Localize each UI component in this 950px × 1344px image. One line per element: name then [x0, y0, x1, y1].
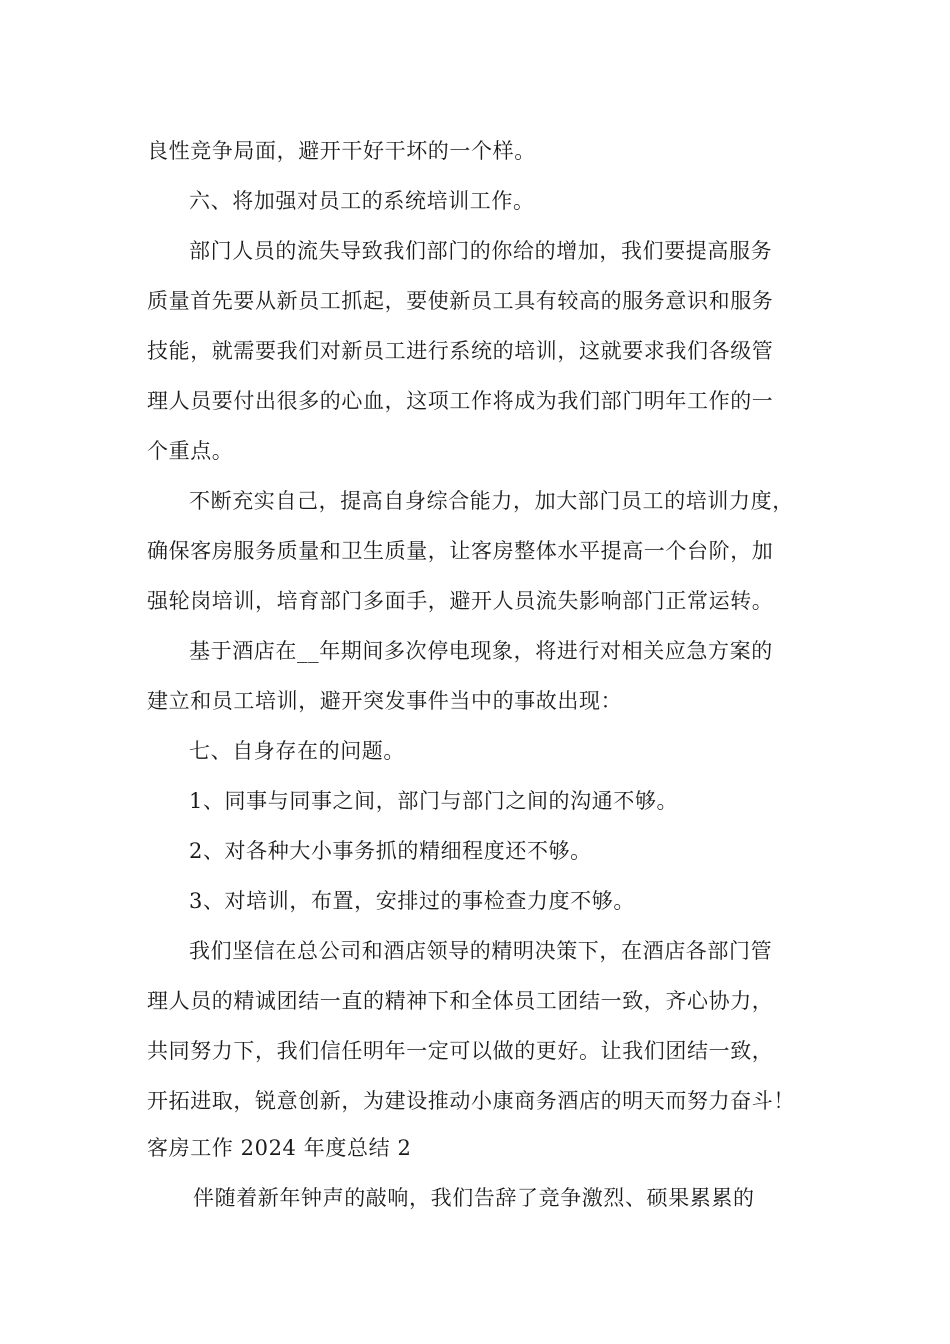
- paragraph-line: 我们坚信在总公司和酒店领导的精明决策下，在酒店各部门管: [189, 939, 773, 963]
- paragraph-line: 不断充实自己，提高自身综合能力，加大部门员工的培训力度，: [189, 489, 794, 513]
- paragraph-line: 个重点。: [147, 439, 234, 463]
- paragraph-line: 理人员的精诚团结一直的精神下和全体员工团结一致，齐心协力，: [147, 989, 774, 1013]
- paragraph-line: 基于酒店在__年期间多次停电现象，将进行对相关应急方案的: [189, 639, 773, 663]
- document-title: 客房工作 2024 年度总结 2: [147, 1136, 412, 1160]
- paragraph-line: 部门人员的流失导致我们部门的你给的增加，我们要提高服务: [189, 239, 773, 263]
- paragraph-line: 共同努力下，我们信任明年一定可以做的更好。让我们团结一致，: [147, 1039, 774, 1063]
- paragraph-line: 良性竞争局面，避开干好干坏的一个样。: [147, 139, 536, 163]
- list-item: 1、同事与同事之间，部门与部门之间的沟通不够。: [189, 789, 679, 813]
- paragraph-line: 建立和员工培训，避开突发事件当中的事故出现：: [147, 689, 623, 713]
- paragraph-line: 理人员要付出很多的心血，这项工作将成为我们部门明年工作的一: [147, 389, 774, 413]
- section-heading: 七、自身存在的问题。: [189, 739, 405, 763]
- list-item: 2、对各种大小事务抓的精细程度还不够。: [189, 839, 592, 863]
- paragraph-line: 技能，就需要我们对新员工进行系统的培训，这就要求我们各级管: [147, 339, 774, 363]
- section-heading: 六、将加强对员工的系统培训工作。: [189, 189, 535, 213]
- list-item: 3、对培训，布置，安排过的事检查力度不够。: [189, 889, 635, 913]
- paragraph-line: 伴随着新年钟声的敲响，我们告辞了竞争激烈、硕果累累的: [193, 1186, 755, 1210]
- paragraph-line: 确保客房服务质量和卫生质量，让客房整体水平提高一个台阶，加: [147, 539, 774, 563]
- paragraph-line: 开拓进取，锐意创新，为建设推动小康商务酒店的明天而努力奋斗！: [147, 1089, 795, 1113]
- paragraph-line: 质量首先要从新员工抓起，要使新员工具有较高的服务意识和服务: [147, 289, 774, 313]
- paragraph-line: 强轮岗培训，培育部门多面手，避开人员流失影响部门正常运转。: [147, 589, 774, 613]
